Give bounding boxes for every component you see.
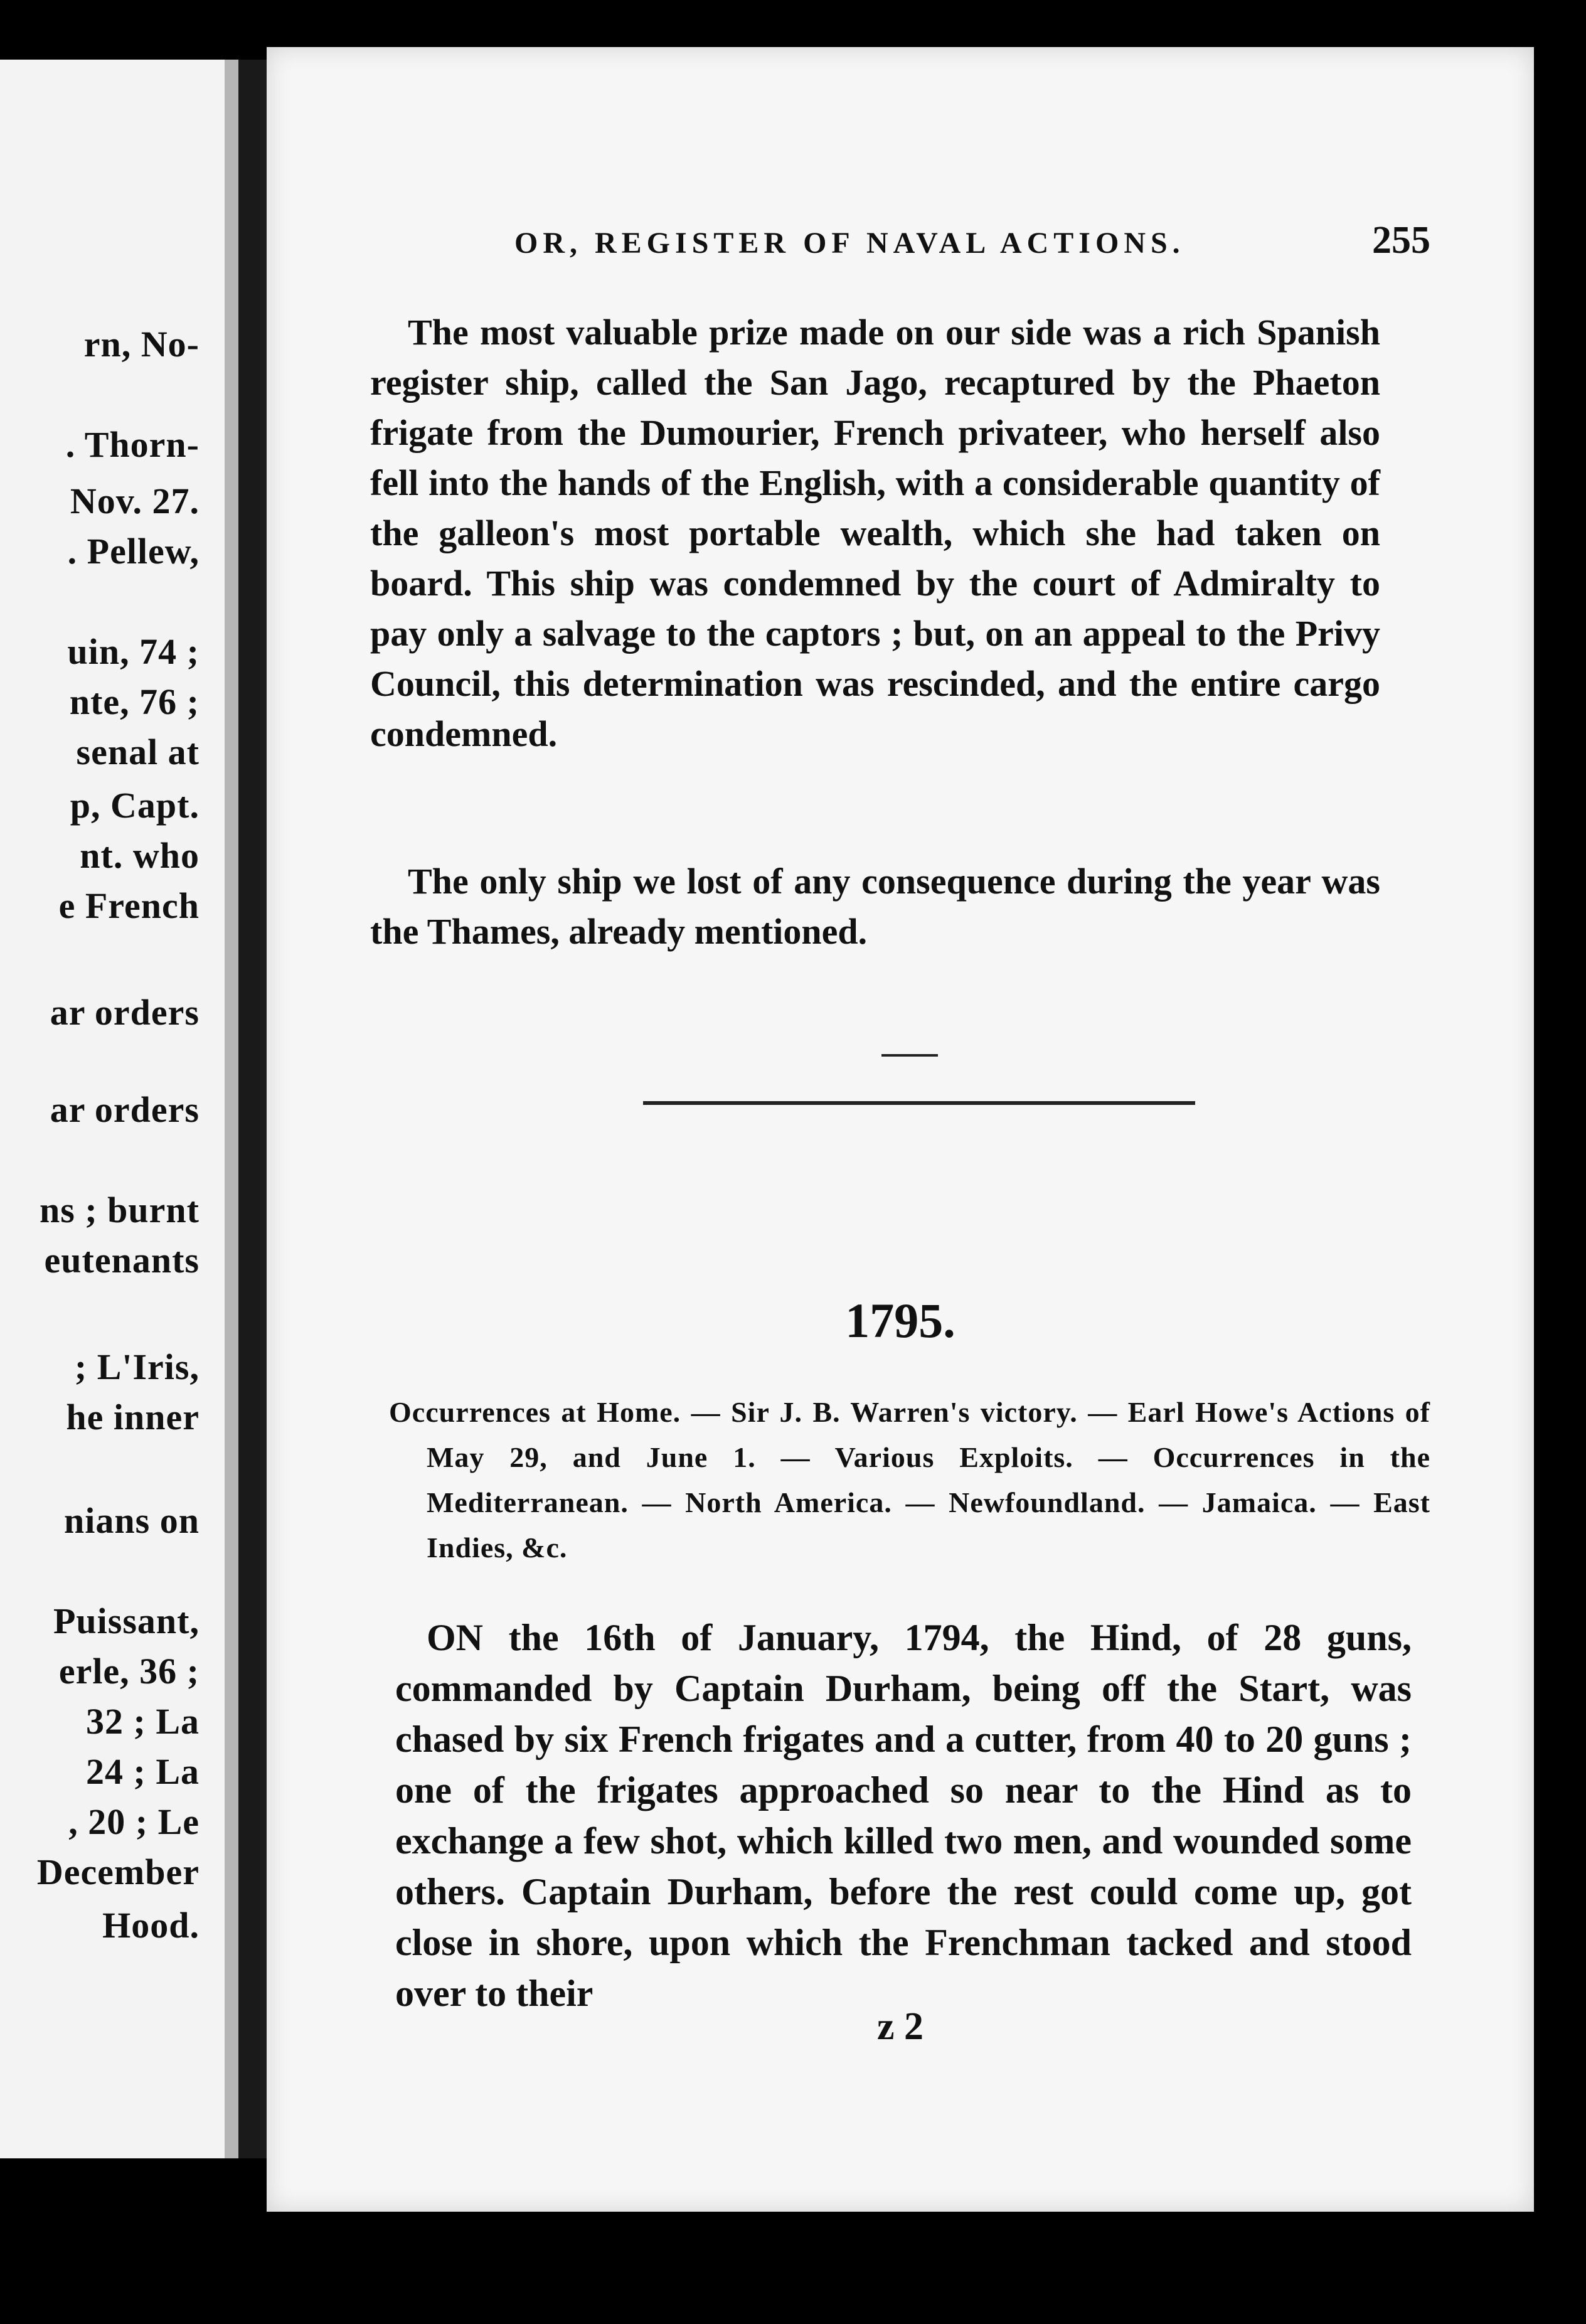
page-number: 255 xyxy=(1372,219,1430,262)
left-page-line: nte, 76 ; xyxy=(69,681,200,722)
divider-long xyxy=(643,1101,1195,1105)
left-page-line: 32 ; La xyxy=(86,1701,200,1742)
divider-short xyxy=(881,1054,938,1057)
left-page-line: ar orders xyxy=(50,992,200,1033)
left-page-line: e French xyxy=(58,885,200,926)
left-page-line: senal at xyxy=(76,732,200,772)
paragraph-loss: The only ship we lost of any consequence during the year was the Thames, already mentioned. xyxy=(370,861,1380,952)
book-page xyxy=(267,47,1534,2212)
left-page-line: rn, No- xyxy=(83,324,200,365)
left-page-line: he inner xyxy=(66,1397,200,1437)
running-head xyxy=(514,219,1430,276)
section-heading-year: 1795. xyxy=(845,1293,955,1348)
page-gutter xyxy=(238,60,269,2158)
left-page-line: ns ; burnt xyxy=(40,1190,200,1230)
left-page-line: 24 ; La xyxy=(86,1751,200,1792)
left-page-line: Hood. xyxy=(102,1905,200,1946)
left-page-line: p, Capt. xyxy=(70,785,200,826)
paragraph-prize: The most valuable prize made on our side was a rich Spanish register ship, called the San Jago, recaptured by the Phaeton frigate from the Dumourier, French privateer, who herself also fell into the hands of the English, with a considerable quantity of the galleon's most portable wealth, which she had taken on board. This ship was condemned by the court of Admiralty to pay only a salvage to the captors ; but, on an appeal to the Privy Council, this determination was rescinded, and the entire cargo condemned. xyxy=(370,312,1380,754)
signature-mark: z 2 xyxy=(876,2005,924,2048)
left-page-line: erle, 36 ; xyxy=(58,1651,200,1692)
left-page-line: . Thorn- xyxy=(65,424,200,465)
left-page-line: ar orders xyxy=(50,1089,200,1130)
left-page-line: uin, 74 ; xyxy=(67,631,200,672)
left-page-line: Puissant, xyxy=(53,1601,200,1641)
left-page-line: . Pellew, xyxy=(67,531,200,572)
left-page-line: Nov. 27. xyxy=(70,481,200,521)
left-page-fragment xyxy=(0,60,238,2158)
left-page-line: , 20 ; Le xyxy=(68,1801,200,1842)
running-title: OR, REGISTER OF NAVAL ACTIONS. xyxy=(514,227,1185,260)
section-summary: Occurrences at Home. — Sir J. B. Warren's victory. — Earl Howe's Actions of May 29, and June 1. — Various Exploits. — Occurrences in the Mediterranean. — North America. — Newfoundland. — Jamaica. — East Indies, &c. xyxy=(389,1396,1430,1564)
left-page-line: nians on xyxy=(64,1500,200,1541)
paragraph-hind: ON the 16th of January, 1794, the Hind, of 28 guns, commanded by Captain Durham, being off the Start, was chased by six French frigates and a cutter, from 40 to 20 guns ; one of the frigates approached so near to the Hind as to exchange a few shot, which killed two men, and wounded some others. Captain Durham, before the rest could come up, got close in shore, upon which the Frenchman tacked and stood over to their xyxy=(395,1617,1412,2014)
left-page-line: eutenants xyxy=(44,1240,200,1281)
left-page-line: nt. who xyxy=(80,835,200,876)
left-page-line: December xyxy=(36,1852,200,1892)
left-page-line: ; L'Iris, xyxy=(74,1346,200,1387)
